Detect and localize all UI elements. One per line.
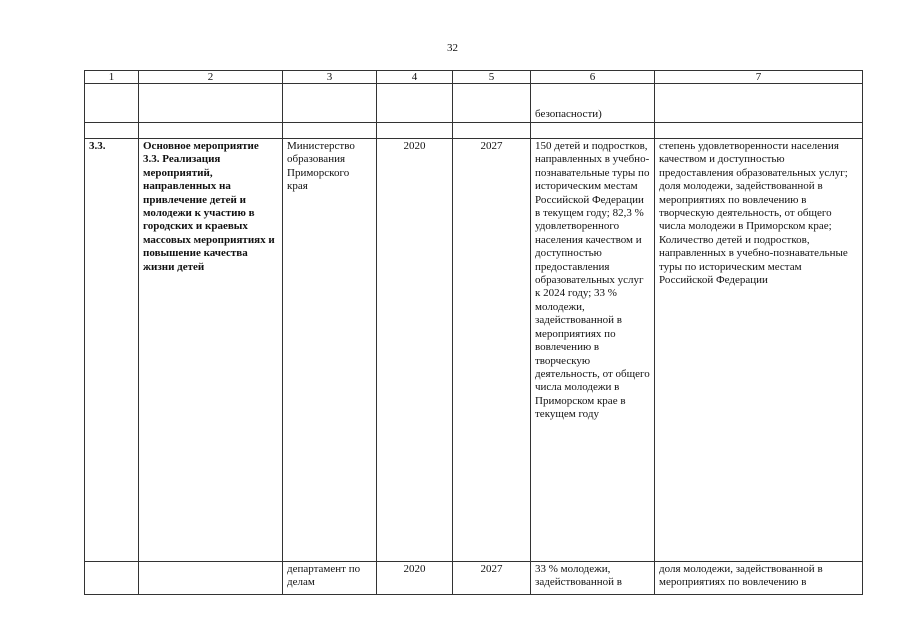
- activity-title: Основное мероприятие 3.3. Реализация мероприятий, направленных на привлечение детей и молодежи к участию в городских и краевых массовых мероприятиях и повышение качества жизни детей: [139, 139, 283, 562]
- table-row: [85, 562, 863, 595]
- header-cell-6: 6: [531, 71, 655, 84]
- header-row: [85, 71, 863, 84]
- header-cell-7: 7: [655, 71, 863, 84]
- page-number: 32: [447, 42, 458, 54]
- header-cell-1: 1: [85, 71, 139, 84]
- header-cell-3: 3: [283, 71, 377, 84]
- row-number: [85, 562, 139, 595]
- end-year: 2027: [453, 139, 531, 562]
- header-cell-5: 5: [453, 71, 531, 84]
- spacer-row: [85, 123, 863, 139]
- continued-result-cell: безопасности): [531, 84, 655, 123]
- program-table: [84, 70, 863, 595]
- indicators: степень удовлетворенности населения качеством и доступностью предоставления образовательных услуг; доля молодежи, задействованной в мероприятиях по вовлечению в творческую деятельность, от общего числа молодежи в Приморском крае; Количество детей и подростков, направленных в учебно-познавательные туры по историческим местам Российской Федерации: [655, 139, 863, 562]
- expected-result: 33 % молодежи, задействованной в: [531, 562, 655, 595]
- continued-row: [85, 84, 863, 123]
- activity-title: [139, 562, 283, 595]
- header-cell-4: 4: [377, 71, 453, 84]
- start-year: 2020: [377, 139, 453, 562]
- header-cell-2: 2: [139, 71, 283, 84]
- executor: департамент по делам: [283, 562, 377, 595]
- executor: Министерство образования Приморского края: [283, 139, 377, 562]
- start-year: 2020: [377, 562, 453, 595]
- indicators: доля молодежи, задействованной в мероприятиях по вовлечению в: [655, 562, 863, 595]
- expected-result: 150 детей и подростков, направленных в учебно-познавательные туры по историческим местам Российской Федерации в текущем году; 82,3 % удовлетворенного населения качеством и доступностью предоставления образовательных услуг к 2024 году; 33 % молодежи, задействованной в мероприятиях по вовлечению в творческую деятельность, от общего числа молодежи в Приморском крае в текущем году: [531, 139, 655, 562]
- end-year: 2027: [453, 562, 531, 595]
- table-row: [85, 139, 863, 562]
- row-number: 3.3.: [85, 139, 139, 562]
